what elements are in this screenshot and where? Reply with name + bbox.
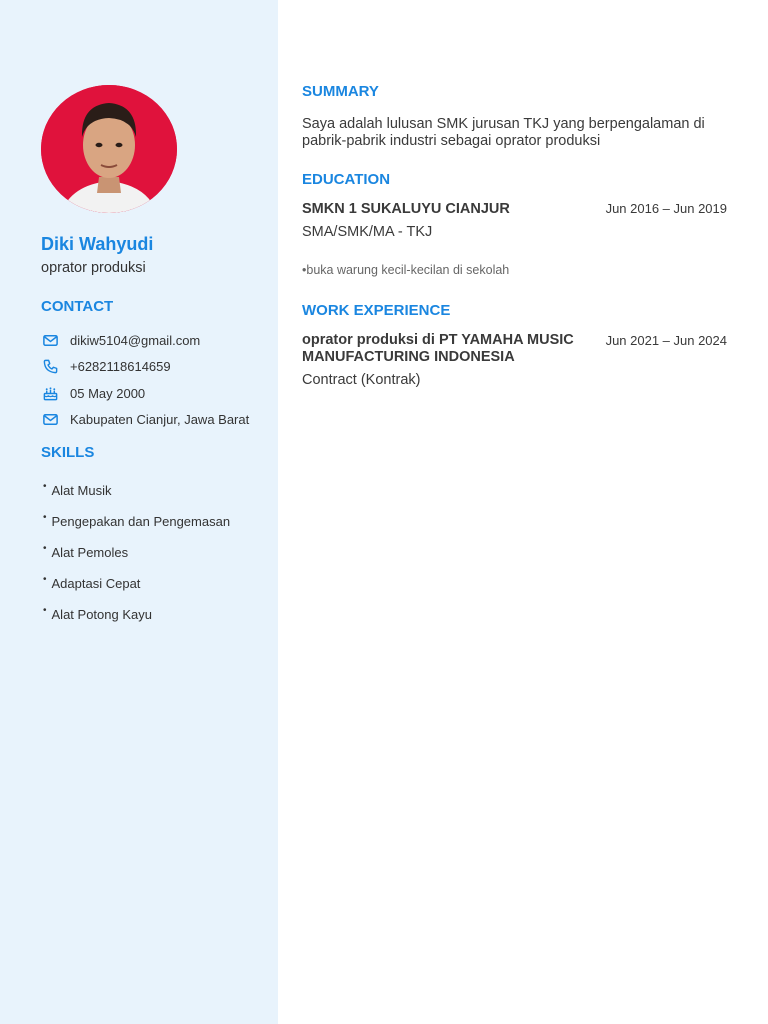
summary-heading: SUMMARY [302, 83, 379, 100]
skills-heading: SKILLS [41, 444, 95, 461]
experience-type: Contract (Kontrak) [302, 372, 421, 388]
email-icon [41, 331, 59, 349]
skill-text: Alat Musik [51, 483, 112, 498]
profile-job-title: oprator produksi [41, 260, 146, 276]
skill-bullet: • [43, 574, 47, 585]
education-dates: Jun 2016 – Jun 2019 [605, 201, 727, 216]
skill-text: Alat Potong Kayu [51, 607, 152, 622]
profile-photo [41, 85, 177, 213]
education-degree: SMA/SMK/MA - TKJ [302, 224, 433, 240]
contact-heading: CONTACT [41, 298, 114, 315]
skill-item [43, 542, 230, 573]
birthday-cake-icon [41, 384, 59, 402]
education-note: •buka warung kecil-kecilan di sekolah [302, 263, 510, 277]
contact-phone[interactable] [41, 354, 249, 381]
envelope-icon [41, 411, 59, 429]
skill-bullet: • [43, 605, 47, 616]
skill-item [43, 604, 230, 635]
skill-text: Alat Pemoles [51, 545, 129, 560]
education-school: SMKN 1 SUKALUYU CIANJUR [302, 201, 510, 217]
skill-text: Adaptasi Cepat [51, 576, 141, 591]
contact-email[interactable] [41, 327, 249, 354]
skill-item [43, 573, 230, 604]
contact-email-text: dikiw5104@gmail.com [70, 332, 201, 348]
skill-bullet: • [43, 543, 47, 554]
experience-title-line1: oprator produksi di PT YAMAHA MUSIC [302, 332, 574, 348]
education-heading: EDUCATION [302, 171, 391, 188]
avatar [41, 85, 177, 213]
phone-icon [41, 358, 59, 376]
contact-phone-text: +6282118614659 [70, 359, 171, 375]
contact-address [41, 407, 249, 434]
contact-list [41, 327, 249, 433]
contact-address-text: Kabupaten Cianjur, Jawa Barat [70, 412, 250, 428]
experience-dates: Jun 2021 – Jun 2024 [605, 333, 727, 348]
skill-bullet: • [43, 481, 47, 492]
skill-item [43, 511, 230, 542]
contact-birthday-text: 05 May 2000 [70, 385, 146, 401]
experience-title-line2: MANUFACTURING INDONESIA [302, 349, 515, 365]
summary-text: Saya adalah lulusan SMK jurusan TKJ yang berpengalaman di pabrik-pabrik industri sebagai oprator produksi [302, 116, 705, 149]
skill-bullet: • [43, 512, 47, 523]
skill-text: Pengepakan dan Pengemasan [51, 514, 231, 529]
work-experience-heading: WORK EXPERIENCE [302, 302, 451, 319]
contact-birthday [41, 380, 249, 407]
skills-list [43, 480, 230, 635]
profile-name: Diki Wahyudi [41, 234, 154, 254]
skill-item [43, 480, 230, 511]
